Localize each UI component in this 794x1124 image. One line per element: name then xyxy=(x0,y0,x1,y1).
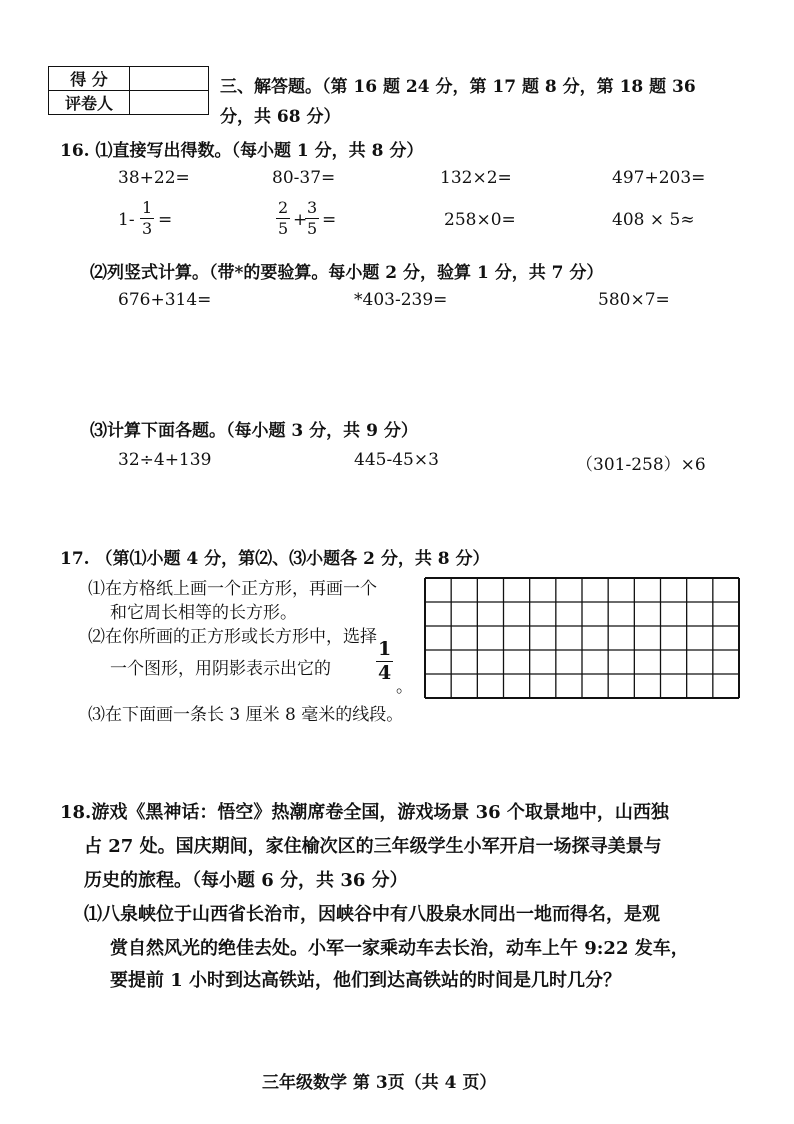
score-label: 得 分 xyxy=(49,67,130,91)
score-value-cell xyxy=(130,67,209,91)
q18-line2: 占 27 处。国庆期间，家住榆次区的三年级学生小军开启一场探寻美景与 xyxy=(84,836,662,857)
q17-line2: 和它周长相等的长方形。 xyxy=(110,603,297,623)
q16-row2-item2-operator: + xyxy=(293,210,308,230)
q16-row2-item1-suffix: = xyxy=(158,210,173,230)
section-heading-line1: 三、解答题。（第 16 题 24 分，第 17 题 8 分，第 18 题 36 xyxy=(220,77,696,97)
q16-part2-heading: ⑵列竖式计算。（带*的要验算。每小题 2 分，验算 1 分，共 7 分） xyxy=(90,263,604,283)
q16-part3-item3: （301-258）×6 xyxy=(576,455,706,475)
q16-row1-item1: 38+22= xyxy=(118,168,190,188)
grader-value-cell xyxy=(130,91,209,115)
q16-row1-item4: 497+203= xyxy=(612,168,706,188)
q16-part3-item2: 445-45×3 xyxy=(354,450,439,470)
q16-part3-item1: 32÷4+139 xyxy=(118,450,212,470)
q16-row2-item3: 258×0= xyxy=(444,210,516,230)
fraction-one-quarter: $\frac{1}{4}$ xyxy=(378,638,392,684)
q16-row1-item2: 80-37= xyxy=(272,168,336,188)
q16-row2-item2-suffix: = xyxy=(322,210,337,230)
score-box xyxy=(48,66,209,115)
fraction-two-fifths: $\frac{2}{5}$ xyxy=(278,198,289,238)
grader-label: 评卷人 xyxy=(49,91,130,115)
q18-sub1-line2: 赏自然风光的绝佳去处。小军一家乘动车去长治，动车上午 9:22 发车， xyxy=(110,938,689,959)
q18-sub1-line1: ⑴八泉峡位于山西省长治市，因峡谷中有八股泉水同出一地而得名，是观 xyxy=(84,904,660,925)
q17-line4-prefix: 一个图形，用阴影表示出它的 xyxy=(110,659,331,679)
page-footer: 三年级数学 第 3页（共 4 页） xyxy=(262,1073,497,1093)
q18-sub1-line3: 要提前 1 小时到达高铁站，他们到达高铁站的时间是几时几分？ xyxy=(110,970,622,991)
q17-heading: 17. （第⑴小题 4 分，第⑵、⑶小题各 2 分，共 8 分） xyxy=(60,549,490,569)
q16-part2-item1: 676+314= xyxy=(118,290,212,310)
q16-row1-item3: 132×2= xyxy=(440,168,512,188)
q16-part2-item3: 580×7= xyxy=(598,290,670,310)
grid-paper[interactable] xyxy=(423,576,741,700)
fraction-one-third: $\frac{1}{3}$ xyxy=(142,198,153,238)
q17-line3: ⑵在你所画的正方形或长方形中，选择 xyxy=(88,627,377,647)
section-heading-line2: 分，共 68 分） xyxy=(220,107,341,127)
q16-heading: 16. ⑴直接写出得数。（每小题 1 分，共 8 分） xyxy=(60,141,424,161)
q18-line1: 18.游戏《黑神话：悟空》热潮席卷全国，游戏场景 36 个取景地中，山西独 xyxy=(60,802,669,823)
q16-row2-item4: 408 × 5≈ xyxy=(612,210,695,230)
q16-row2-item1-prefix: 1- xyxy=(118,210,135,230)
q17-line5: ⑶在下面画一条长 3 厘米 8 毫米的线段。 xyxy=(88,705,404,725)
fraction-three-fifths: $\frac{3}{5}$ xyxy=(307,198,318,238)
q17-line4-suffix: 。 xyxy=(396,677,413,697)
q18-line3: 历史的旅程。（每小题 6 分，共 36 分） xyxy=(84,870,408,891)
q16-part3-heading: ⑶计算下面各题。（每小题 3 分，共 9 分） xyxy=(90,421,418,441)
q17-line1: ⑴在方格纸上画一个正方形，再画一个 xyxy=(88,579,377,599)
q16-part2-item2: *403-239= xyxy=(354,290,448,310)
